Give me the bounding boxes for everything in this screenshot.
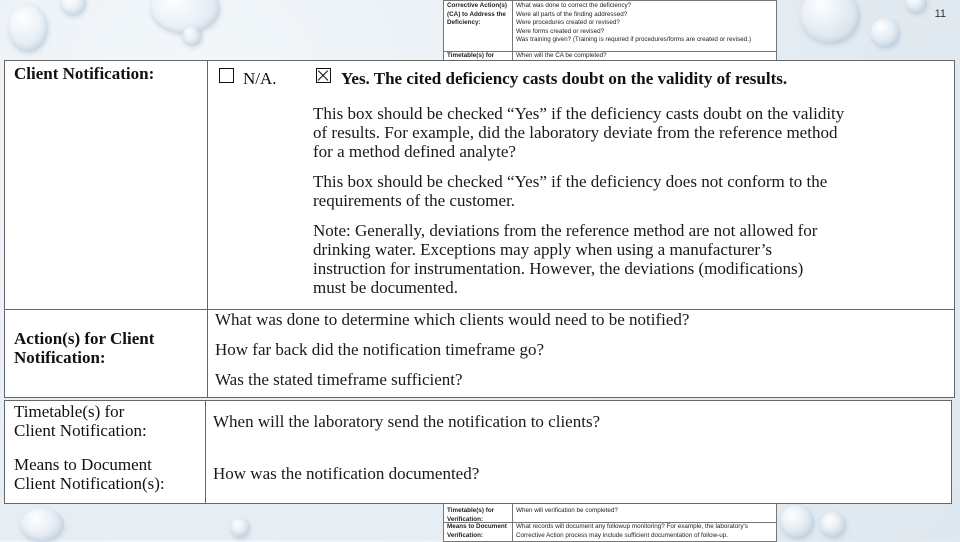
bg-line: What records will document any followup monitoring? For example, the laboratory's [516, 523, 748, 530]
water-drop-decoration [230, 518, 250, 538]
means-question: How was the notification documented? [213, 464, 480, 483]
means-label: Means to Document Client Notification(s): [14, 455, 165, 493]
bg-line: Were procedures created or revised? [516, 19, 620, 27]
water-drop-decoration [182, 26, 202, 46]
action-question: What was done to determine which clients would need to be notified? [215, 310, 690, 329]
water-drop-decoration [20, 508, 64, 542]
bg-label: Timetable(s) for Verification: [447, 507, 495, 523]
bg-label: Means to Document Verification: [447, 523, 507, 539]
actions-label: Action(s) for Client Notification: [14, 329, 155, 367]
na-checkbox[interactable] [219, 68, 234, 83]
bg-label: Corrective Action(s) (CA) to Address the Deficiency: [447, 2, 507, 27]
client-notification-label: Client Notification: [14, 64, 155, 83]
client-notification-table [4, 60, 955, 398]
timetable-label: Timetable(s) for Client Notification: [14, 402, 147, 440]
bg-line: Was training given? (Training is required if procedures/forms are created or revised.) [516, 36, 752, 44]
timetable-question: When will the laboratory send the notification to clients? [213, 412, 601, 431]
guidance-paragraph: This box should be checked “Yes” if the deficiency casts doubt on the validity of results. For example, did the laboratory deviate from the reference method for a method defined analyte? [313, 104, 845, 161]
water-drop-decoration [8, 4, 48, 52]
bg-line: Were forms created or revised? [516, 27, 605, 35]
water-drop-decoration [800, 0, 860, 44]
bg-row-timetable-verification [444, 507, 776, 523]
water-drop-decoration [820, 512, 846, 538]
bg-line: When will verification be completed? [516, 507, 618, 514]
water-drop-decoration [870, 18, 900, 48]
bg-line: Were all parts of the finding addressed? [516, 10, 628, 18]
guidance-paragraph: This box should be checked “Yes” if the deficiency does not conform to the requirements of the customer. [313, 172, 828, 210]
bg-row-means-verification [444, 522, 776, 542]
water-drop-decoration [60, 0, 86, 16]
note-paragraph: Note: Generally, deviations from the reference method are not allowed for drinking water. Exceptions may apply when using a manufacturer’s instruction for instrumentation. However, the deviations (modifications) must be documented. [313, 221, 818, 297]
water-drop-decoration [905, 0, 927, 14]
timetable-means-table [4, 400, 952, 504]
na-option-label: N/A. [243, 69, 277, 88]
action-question: How far back did the notification timeframe go? [215, 340, 545, 359]
background-form-top [443, 0, 777, 62]
bg-line: Corrective Action process may include sufficient documentation of follow-up. [516, 531, 728, 539]
yes-checkbox[interactable] [316, 68, 331, 83]
bg-label: Timetable(s) for [447, 52, 495, 59]
water-drop-decoration [780, 505, 814, 539]
yes-option-label: Yes. The cited deficiency casts doubt on the validity of results. [341, 69, 788, 88]
bg-row-corrective-actions [444, 2, 776, 48]
bg-line: When will the CA be completed? [516, 52, 607, 59]
bg-line: What was done to correct the deficiency? [516, 2, 632, 9]
page-number: 11 [934, 8, 946, 20]
action-question: Was the stated timeframe sufficient? [215, 370, 463, 389]
